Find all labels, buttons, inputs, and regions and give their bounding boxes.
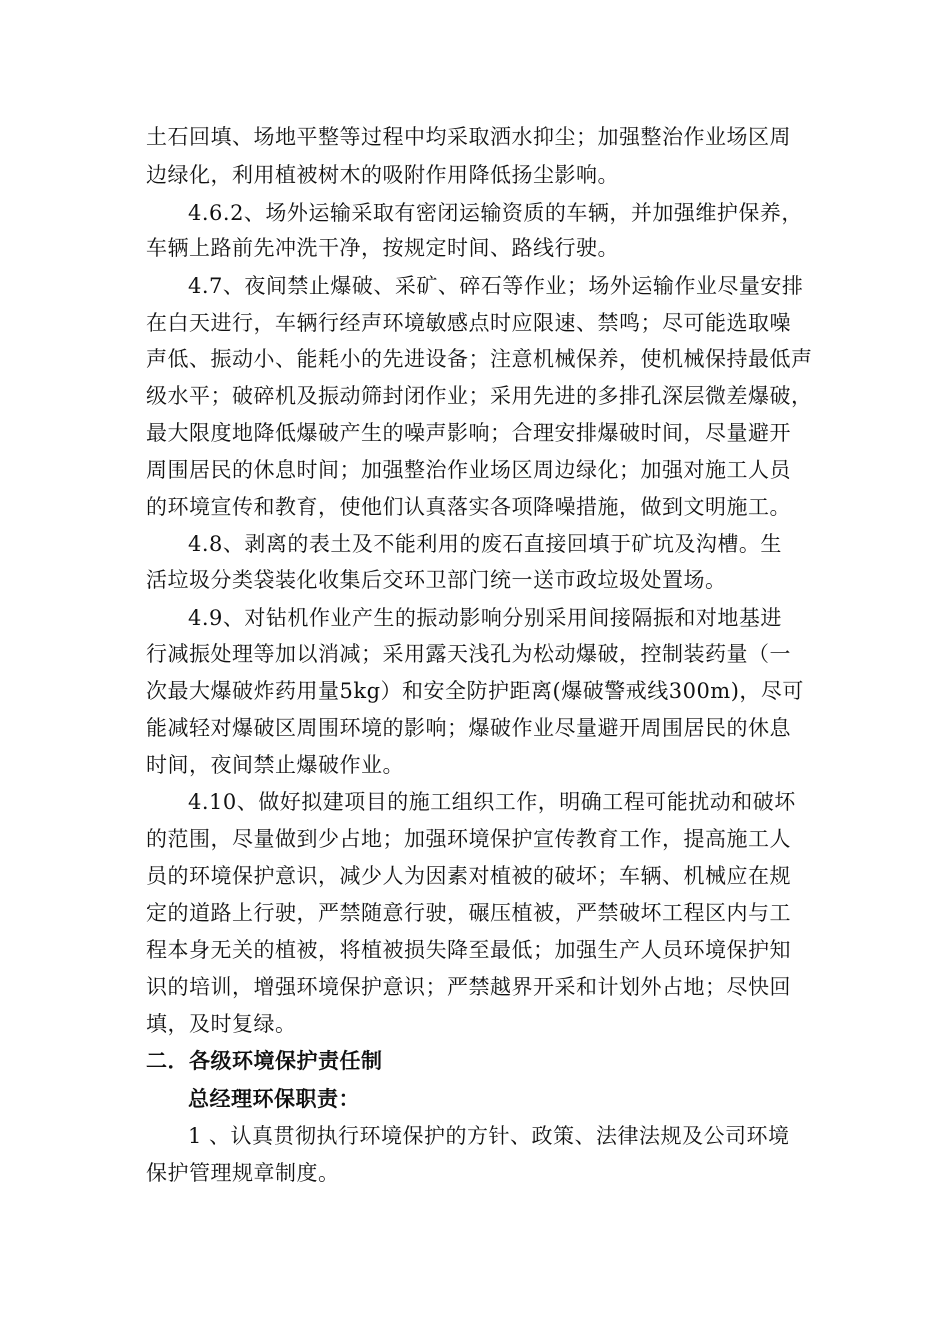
text-line: 车辆上路前先冲洗干净，按规定时间、路线行驶。 [146,236,619,260]
text-line: 活垃圾分类袋装化收集后交环卫部门统一送市政垃圾处置场。 [146,568,727,592]
text-line: 行减振处理等加以消减；采用露天浅孔为松动爆破，控制装药量（一 [146,642,791,666]
text-line: 能减轻对爆破区周围环境的影响；爆破作业尽量避开周围居民的休息 [146,716,791,740]
text-line: 填，及时复绿。 [146,1012,297,1036]
text-line: 定的道路上行驶，严禁随意行驶，碾压植被，严禁破坏工程区内与工 [146,901,791,925]
text-line: 声低、振动小、能耗小的先进设备；注意机械保养，使机械保持最低声 [146,347,813,371]
text-line: 员的环境保护意识，减少人为因素对植被的破坏；车辆、机械应在规 [146,864,791,888]
text-line: 最大限度地降低爆破产生的噪声影响；合理安排爆破时间，尽量避开 [146,421,791,445]
text-line: 4.7、夜间禁止爆破、采矿、碎石等作业；场外运输作业尽量安排 [188,274,804,298]
text-line: 在白天进行，车辆行经声环境敏感点时应限速、禁鸣；尽可能选取噪 [146,311,791,335]
text-line: 4.9、对钻机作业产生的振动影响分别采用间接隔振和对地基进 [188,606,782,630]
subsection-heading: 总经理环保职责： [188,1087,360,1111]
text-line: 程本身无关的植被，将植被损失降至最低；加强生产人员环境保护知 [146,938,791,962]
text-line: 4.6.2、场外运输采取有密闭运输资质的车辆，并加强维护保养， [188,201,803,225]
text-line: 边绿化，利用植被树木的吸附作用降低扬尘影响。 [146,163,619,187]
text-line: 级水平；破碎机及振动筛封闭作业；采用先进的多排孔深层微差爆破， [146,384,813,408]
text-line: 保护管理规章制度。 [146,1161,340,1185]
text-line: 4.10、做好拟建项目的施工组织工作，明确工程可能扰动和破坏 [188,790,796,814]
text-line: 的范围，尽量做到少占地；加强环境保护宣传教育工作，提高施工人 [146,827,791,851]
text-line: 4.8、剥离的表土及不能利用的废石直接回填于矿坑及沟槽。生 [188,532,782,556]
text-line: 识的培训，增强环境保护意识；严禁越界开采和计划外占地；尽快回 [146,975,791,999]
text-line: 1 、认真贯彻执行环境保护的方针、政策、法律法规及公司环境 [188,1124,790,1148]
text-line: 的环境宣传和教育，使他们认真落实各项降噪措施，做到文明施工。 [146,495,791,519]
text-line: 土石回填、场地平整等过程中均采取洒水抑尘；加强整治作业场区周 [146,125,791,149]
text-line: 次最大爆破炸药用量5kg）和安全防护距离(爆破警戒线300m)，尽可 [146,679,804,703]
section-heading: 二．各级环境保护责任制 [146,1049,383,1073]
text-line: 时间，夜间禁止爆破作业。 [146,753,404,777]
text-line: 周围居民的休息时间；加强整治作业场区周边绿化；加强对施工人员 [146,458,791,482]
